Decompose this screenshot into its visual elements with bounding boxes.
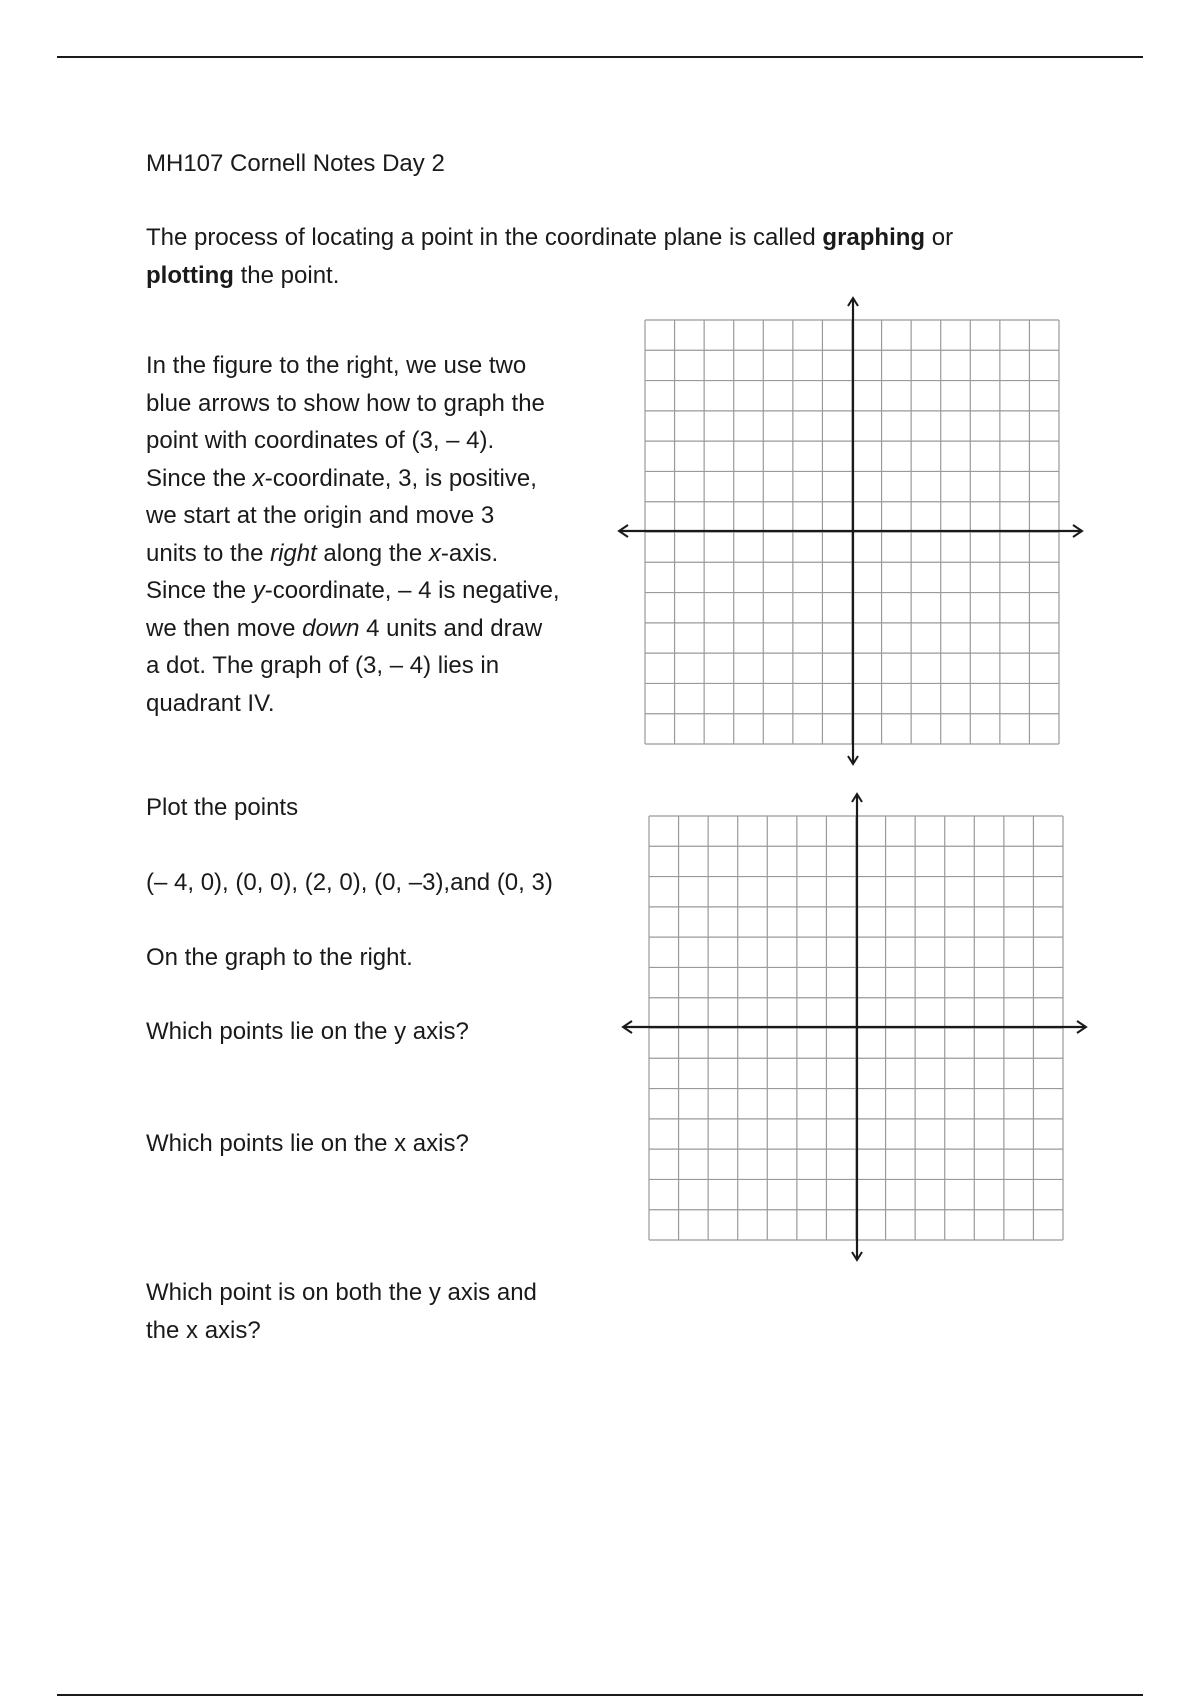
coordinate-grid-practice [619,791,1099,1266]
on-graph-instruction: On the graph to the right. [146,944,413,971]
term-graphing: graphing [822,224,926,251]
question-y-axis: Which points lie on the y axis? [146,1018,469,1045]
question-both-axes: Which point is on both the y axis and the x axis? [146,1279,537,1344]
plot-instruction: Plot the points [146,794,299,821]
term-plotting: plotting [146,261,234,289]
page-title: MH107 Cornell Notes Day 2 [146,150,445,177]
top-rule [57,56,1143,58]
bottom-rule [57,1694,1143,1696]
intro-paragraph: The process of locating a point in the coordinate plane is called graphing or plotting the point. [146,224,954,289]
points-list: (– 4, 0), (0, 0), (2, 0), (0, –3),and (0, 3) [146,869,553,896]
coordinate-grid-example [615,295,1095,770]
question-x-axis: Which points lie on the x axis? [146,1130,469,1157]
explanation-paragraph: In the figure to the right, we use two blue arrows to show how to graph the point with coordinates of (3, – 4). Since the x-coordinate, 3, is positive, we start at the origin and move 3 units to the right along the x-axis. Since the y-coordinate, – 4 is negative, we then move down 4 units and draw a dot. The graph of (3, – 4) lies in quadrant IV. [146,352,560,717]
